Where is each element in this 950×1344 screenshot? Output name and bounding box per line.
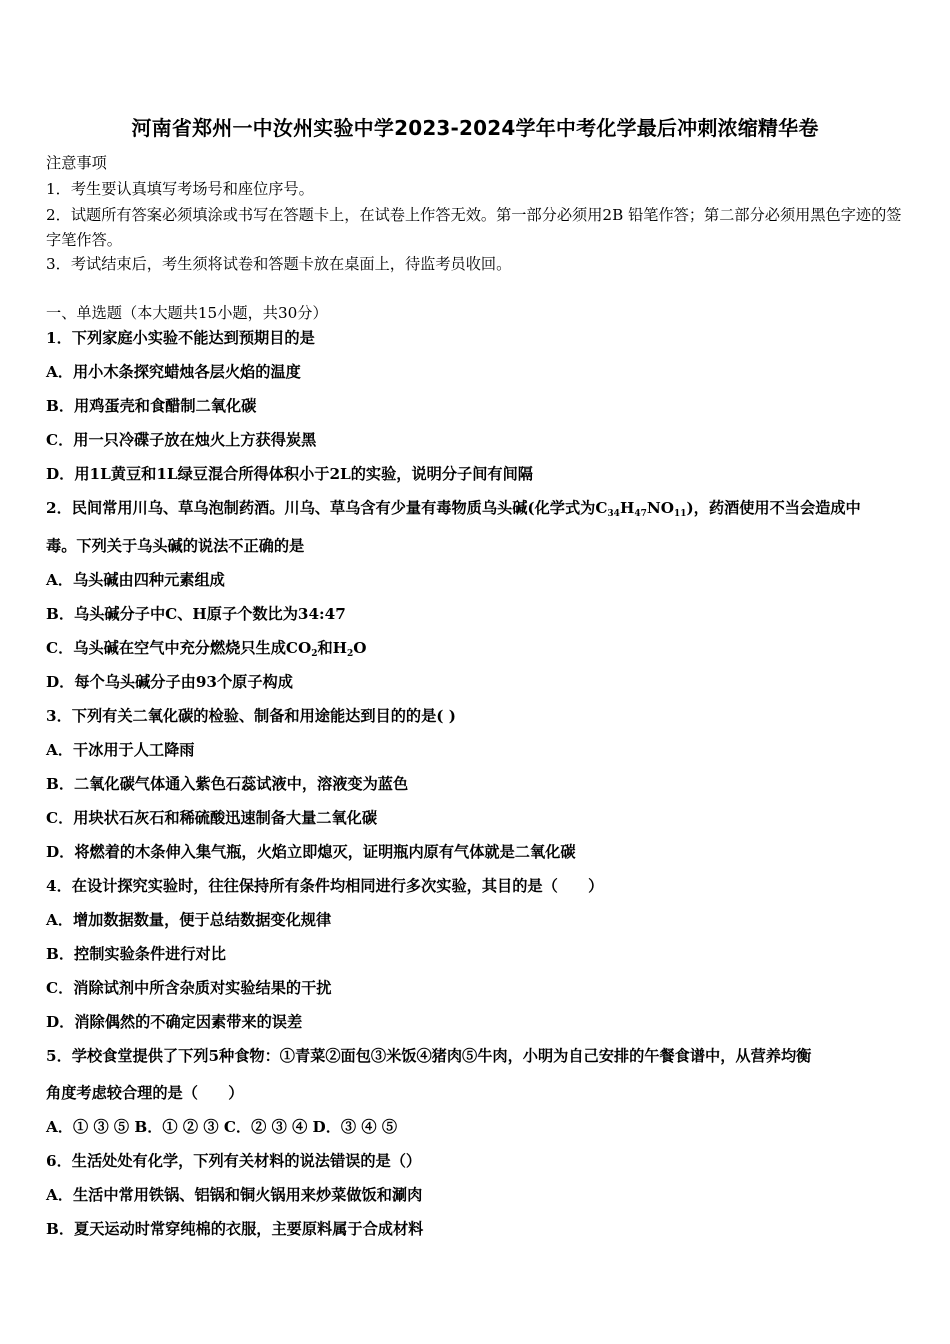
notes-heading: 注意事项 [46, 154, 107, 172]
option-item: B．乌头碱分子中C、H原子个数比为34:47 [46, 605, 346, 623]
option-item: C．用块状石灰石和稀硫酸迅速制备大量二氧化碳 [46, 809, 378, 827]
option-row: A．① ③ ⑤ B．① ② ③ C．② ③ ④ D．③ ④ ⑤ [46, 1118, 398, 1136]
option-item: B．夏天运动时常穿纯棉的衣服，主要原料属于合成材料 [46, 1220, 424, 1238]
option-item: A．干冰用于人工降雨 [46, 741, 195, 759]
page-title: 河南省郑州一中汝州实验中学2023-2024学年中考化学最后冲刺浓缩精华卷 [131, 116, 819, 140]
question-stem: 4．在设计探究实验时，往往保持所有条件均相同进行多次实验，其目的是（ ） [46, 877, 604, 895]
question-stem: 2．民间常用川乌、草乌泡制药酒。川乌、草乌含有少量有毒物质乌头碱(化学式为$C_{34}H_{47}NO_{11}$)，药酒使用不当会造成中 [46, 499, 861, 519]
option-item: C．乌头碱在空气中充分燃烧只生成$CO_2$和$H_2O$ [46, 639, 367, 659]
option-item: D．每个乌头碱分子由93个原子构成 [46, 673, 293, 691]
question-stem: 3．下列有关二氧化碳的检验、制备和用途能达到目的的是( ) [46, 707, 456, 725]
question-stem: 1．下列家庭小实验不能达到预期目的是 [46, 329, 315, 347]
option-item: A．生活中常用铁锅、铝锅和铜火锅用来炒菜做饭和涮肉 [46, 1186, 423, 1204]
option-item: A．用小木条探究蜡烛各层火焰的温度 [46, 363, 301, 381]
question-stem-continued: 毒。下列关于乌头碱的说法不正确的是 [46, 537, 305, 555]
option-item: A．乌头碱由四种元素组成 [46, 571, 225, 589]
note-item: 2．试题所有答案必须填涂或书写在答题卡上，在试卷上作答无效。第一部分必须用2B 铅笔作答；第二部分必须用黑色字迹的签字笔作答。 [46, 206, 902, 249]
option-item: B．二氧化碳气体通入紫色石蕊试液中，溶液变为蓝色 [46, 775, 409, 793]
option-item: B．控制实验条件进行对比 [46, 945, 226, 963]
option-item: C．用一只冷碟子放在烛火上方获得炭黑 [46, 431, 317, 449]
question-stem-continued: 角度考虑较合理的是（ ） [46, 1084, 244, 1102]
question-stem: 6．生活处处有化学，下列有关材料的说法错误的是（） [46, 1152, 422, 1170]
option-item: D．消除偶然的不确定因素带来的误差 [46, 1013, 303, 1031]
option-item: B．用鸡蛋壳和食醋制二氧化碳 [46, 397, 257, 415]
section-heading: 一、单选题（本大题共15小题，共30分） [46, 304, 328, 322]
note-item: 3．考试结束后，考生须将试卷和答题卡放在桌面上，待监考员收回。 [46, 255, 512, 273]
option-item: C．消除试剂中所含杂质对实验结果的干扰 [46, 979, 332, 997]
option-item: A．增加数据数量，便于总结数据变化规律 [46, 911, 332, 929]
option-item: D．将燃着的木条伸入集气瓶，火焰立即熄灭，证明瓶内原有气体就是二氧化碳 [46, 843, 576, 861]
question-stem: 5．学校食堂提供了下列5种食物：①青菜②面包③米饭④猪肉⑤牛肉，小明为自己安排的午餐食谱中，从营养均衡 [46, 1047, 812, 1065]
note-item: 1．考生要认真填写考场号和座位序号。 [46, 180, 314, 198]
option-item: D．用1L黄豆和1L绿豆混合所得体积小于2L的实验，说明分子间有间隔 [46, 465, 533, 483]
